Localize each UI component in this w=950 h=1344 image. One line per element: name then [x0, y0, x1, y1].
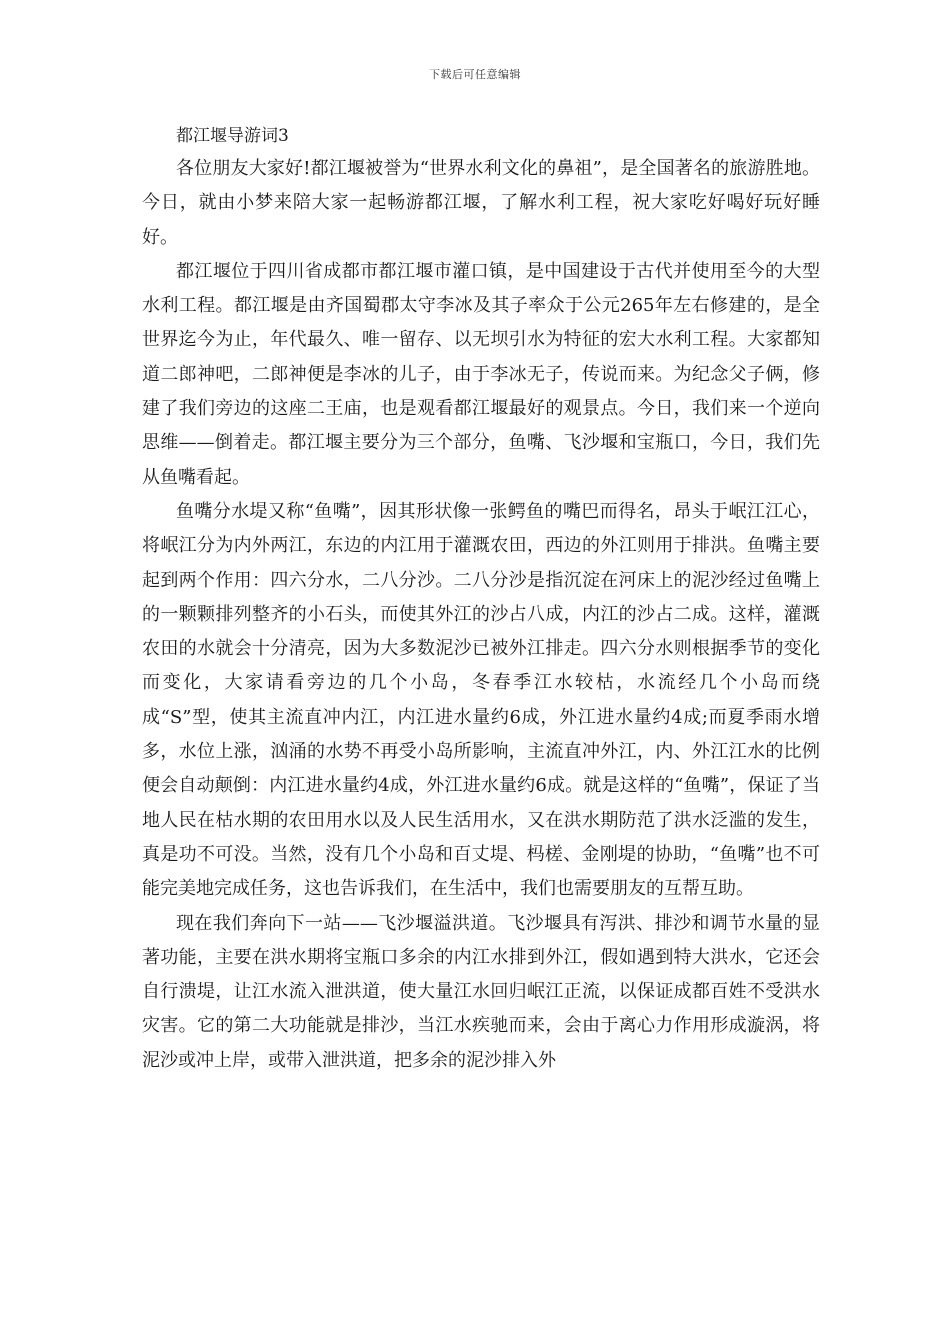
paragraph-fish-mouth: 鱼嘴分水堤又称“鱼嘴”，因其形状像一张鳄鱼的嘴巴而得名，昂头于岷江江心，将岷江分为内外两江，东边的内江用于灌溉农田，西边的外江则用于排洪。鱼嘴主要起到两个作用：四六分水，二八分沙。二八分沙是指沉淀在河床上的泥沙经过鱼嘴上的一颗颗排列整齐的小石头，而使其外江的沙占八成，内江的沙占二成。这样，灌溉农田的水就会十分清亮，因为大多数泥沙已被外江排走。四六分水则根据季节的变化而变化，大家请看旁边的几个小岛，冬春季江水较枯，水流经几个小岛而绕成“S”型，使其主流直冲内江，内江进水量约6成，外江进水量约4成;而夏季雨水增多，水位上涨，汹涌的水势不再受小岛所影响，主流直冲外江，内、外江江水的比例便会自动颠倒：内江进水量约4成，外江进水量约6成。就是这样的“鱼嘴”，保证了当地人民在枯水期的农田用水以及人民生活用水，又在洪水期防范了洪水泛滥的发生，真是功不可没。当然，没有几个小岛和百丈堤、杩槎、金刚堤的协助，“鱼嘴”也不可能完美地完成任务，这也告诉我们，在生活中，我们也需要朋友的互帮互助。: [142, 500, 820, 900]
paragraph-location: 都江堰位于四川省成都市都江堰市灌口镇，是中国建设于古代并使用至今的大型水利工程。都江堰是由齐国蜀郡太守李冰及其子率众于公元265年左右修建的，是全世界迄今为止，年代最久、唯一留存、以无坝引水为特征的宏大水利工程。大家都知道二郎神吧，二郎神便是李冰的儿子，由于李冰无子，传说而来。为纪念父子俩，修建了我们旁边的这座二王庙，也是观看都江堰最好的观景点。今日，我们来一个逆向思维——倒着走。都江堰主要分为三个部分，鱼嘴、飞沙堰和宝瓶口，今日，我们先从鱼嘴看起。: [142, 260, 820, 488]
paragraph-intro: 各位朋友大家好!都江堰被誉为“世界水利文化的鼻祖”，是全国著名的旅游胜地。今日，就由小梦来陪大家一起畅游都江堰，了解水利工程，祝大家吃好喝好玩好睡好。: [142, 158, 820, 248]
document-title: 都江堰导游词3: [176, 126, 289, 146]
paragraph-feishayan: 现在我们奔向下一站——飞沙堰溢洪道。飞沙堰具有泻洪、排沙和调节水量的显著功能，主要在洪水期将宝瓶口多余的内江水排到外江，假如遇到特大洪水，它还会自行溃堤，让江水流入泄洪道，使大量江水回归岷江正流，以保证成都百姓不受洪水灾害。它的第二大功能就是排沙，当江水疾驰而来，会由于离心力作用形成漩涡，将泥沙或冲上岸，或带入泄洪道，把多余的泥沙排入外: [142, 912, 820, 1071]
document-body: [142, 120, 820, 1078]
header-note: 下载后可任意编辑: [429, 68, 521, 81]
